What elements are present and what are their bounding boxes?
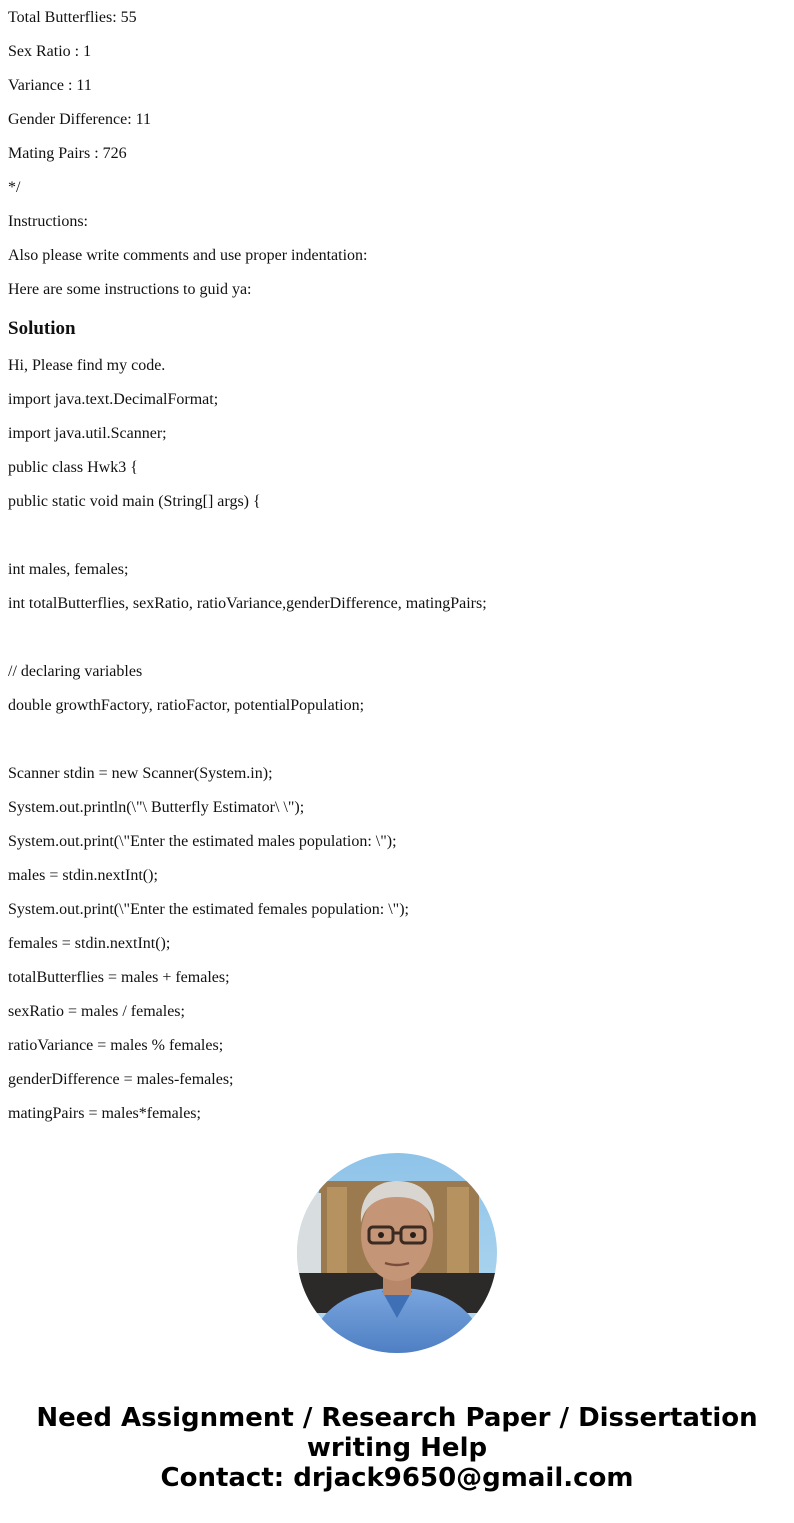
text-line: Gender Difference: 11 <box>8 111 152 128</box>
code-line: public class Hwk3 { <box>8 459 138 476</box>
promo-line: Need Assignment / Research Paper / Dissertation <box>36 1403 758 1433</box>
code-line: sexRatio = males / females; <box>8 1003 185 1020</box>
promo-line: writing Help <box>306 1433 488 1463</box>
code-line: int males, females; <box>8 561 129 578</box>
code-line: System.out.print(\"Enter the estimated females population: \"); <box>8 901 409 918</box>
text-line: Total Butterflies: 55 <box>8 9 137 26</box>
promo-banner <box>0 1403 794 1493</box>
code-line: Scanner stdin = new Scanner(System.in); <box>8 765 273 782</box>
text-line: Sex Ratio : 1 <box>8 43 92 60</box>
person-portrait-icon <box>297 1153 497 1353</box>
code-line: int totalButterflies, sexRatio, ratioVariance,genderDifference, matingPairs; <box>8 595 487 612</box>
code-line: public static void main (String[] args) { <box>8 493 261 510</box>
text-line: Also please write comments and use proper indentation: <box>8 247 368 264</box>
code-line: import java.util.Scanner; <box>8 425 167 442</box>
code-line: double growthFactory, ratioFactor, potentialPopulation; <box>8 697 365 714</box>
text-line: Instructions: <box>8 213 88 230</box>
text-line: Here are some instructions to guid ya: <box>8 281 252 298</box>
code-line: System.out.print(\"Enter the estimated males population: \"); <box>8 833 397 850</box>
code-line: import java.text.DecimalFormat; <box>8 391 219 408</box>
code-line: matingPairs = males*females; <box>8 1105 201 1122</box>
code-line: System.out.println(\"\ Butterfly Estimator\ \"); <box>8 799 305 816</box>
code-line: totalButterflies = males + females; <box>8 969 230 986</box>
code-line: females = stdin.nextInt(); <box>8 935 171 952</box>
promo-contact: Contact: drjack9650@gmail.com <box>160 1463 634 1493</box>
code-line: // declaring variables <box>8 663 143 680</box>
solution-heading: Solution <box>8 318 76 339</box>
text-line: Variance : 11 <box>8 77 92 94</box>
code-line: ratioVariance = males % females; <box>8 1037 224 1054</box>
code-line: genderDifference = males-females; <box>8 1071 234 1088</box>
code-line: males = stdin.nextInt(); <box>8 867 158 884</box>
text-line: */ <box>8 179 21 196</box>
text-line: Mating Pairs : 726 <box>8 145 127 162</box>
code-line: Hi, Please find my code. <box>8 357 166 374</box>
